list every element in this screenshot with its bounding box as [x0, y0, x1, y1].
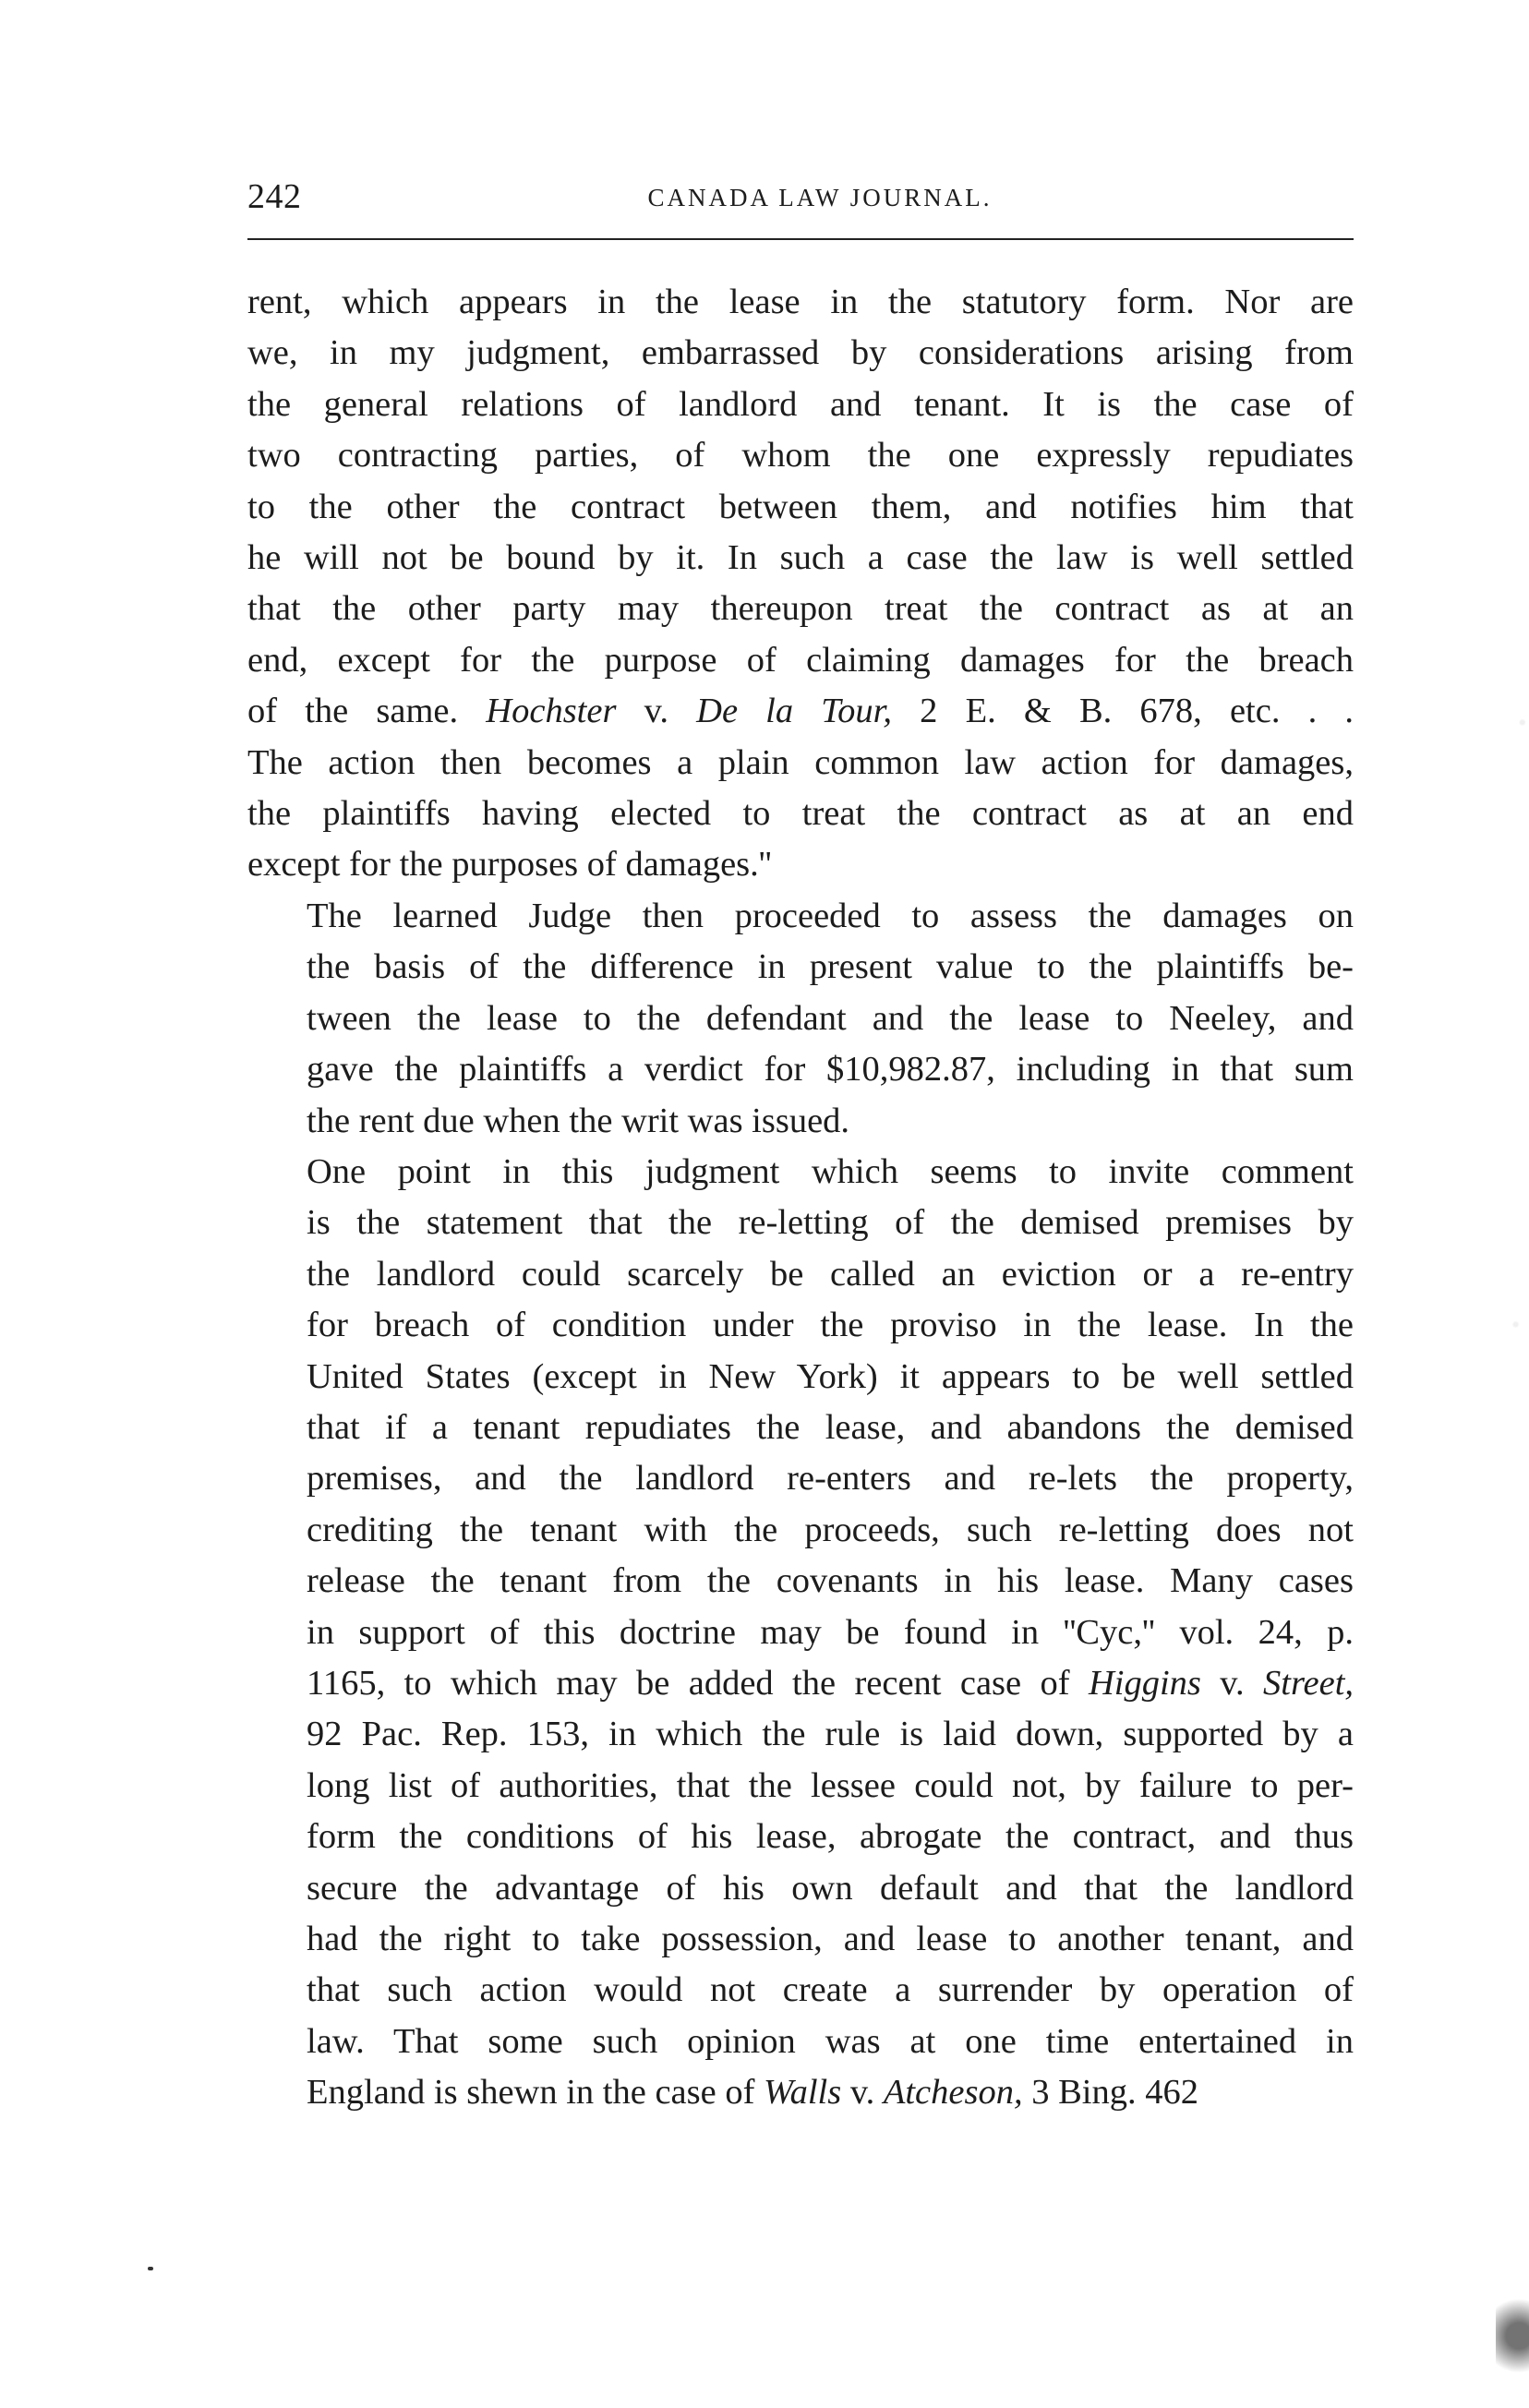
running-head: CANADA LAW JOURNAL.: [647, 184, 993, 211]
text-line: The action then becomes a plain common law action for damages,: [247, 742, 1354, 782]
text-line: secure the advantage of his own default and that the landlord: [307, 1868, 1354, 1908]
text-line: the basis of the difference in present value to the plaintiffs be-: [307, 947, 1354, 987]
text-line: England is shewn in the case of Walls v. Atcheson, 3 Bing. 462: [307, 2073, 1198, 2113]
text-line: release the tenant from the covenants in his lease. Many cases: [307, 1561, 1354, 1601]
text-line: to the other the contract between them, and notifies him that: [247, 487, 1354, 526]
body-text: [247, 277, 1354, 2119]
text-line: we, in my judgment, embarrassed by considerations arising from: [247, 333, 1354, 373]
text-line: the landlord could scarcely be called an eviction or a re-entry: [307, 1254, 1354, 1294]
text-line: the general relations of landlord and tenant. It is the case of: [247, 384, 1354, 424]
text-line: 1165, to which may be added the recent case of Higgins v. Street,: [307, 1663, 1354, 1703]
page-number: 242: [247, 177, 302, 216]
paragraph: [247, 891, 1354, 1147]
header-rule: [247, 238, 1354, 240]
text-line: tween the lease to the defendant and the lease to Neeley, and: [307, 998, 1354, 1038]
text-line: crediting the tenant with the proceeds, such re-letting does not: [307, 1510, 1354, 1549]
text-line: long list of authorities, that the lessee could not, by failure to per-: [307, 1765, 1354, 1805]
text-line: end, except for the purpose of claiming damages for the breach: [247, 640, 1354, 680]
text-line: for breach of condition under the proviso in the lease. In the: [307, 1306, 1354, 1345]
text-line: that such action would not create a surrender by operation of: [307, 1970, 1354, 2010]
text-line: United States (except in New York) it appears to be well settled: [307, 1356, 1354, 1396]
text-line: except for the purposes of damages.'': [247, 845, 772, 885]
text-line: rent, which appears in the lease in the statutory form. Nor are: [247, 283, 1354, 321]
paragraph: [247, 1147, 1354, 2119]
text-line: premises, and the landlord re-enters and re-lets the property,: [307, 1459, 1354, 1499]
text-line: form the conditions of his lease, abrogate the contract, and thus: [307, 1817, 1354, 1857]
text-line: is the statement that the re-letting of the demised premises by: [307, 1203, 1354, 1243]
text-line: in support of this doctrine may be found in ''Cyc,'' vol. 24, p.: [307, 1612, 1354, 1652]
text-line: 92 Pac. Rep. 153, in which the rule is laid down, supported by a: [307, 1715, 1354, 1754]
text-line: had the right to take possession, and lease to another tenant, and: [307, 1920, 1354, 1958]
text-line: that if a tenant repudiates the lease, and abandons the demised: [307, 1407, 1354, 1447]
text-line: two contracting parties, of whom the one expressly repudiates: [247, 436, 1354, 476]
paragraph: [247, 277, 1354, 891]
text-line: The learned Judge then proceeded to assess the damages on: [307, 896, 1354, 935]
text-line: that the other party may thereupon treat the contract as at an: [247, 589, 1354, 629]
text-line: law. That some such opinion was at one time entertained in: [307, 2021, 1354, 2061]
text-line: the plaintiffs having elected to treat the contract as at an end: [247, 794, 1354, 834]
scan-edge: [1496, 0, 1529, 2408]
text-line: One point in this judgment which seems to invite comment: [307, 1151, 1354, 1191]
text-line: the rent due when the writ was issued.: [307, 1101, 850, 1140]
page-header: [247, 174, 1355, 220]
scan-speck: [148, 2267, 153, 2270]
text-line: of the same. Hochster v. De la Tour, 2 E. & B. 678, etc. . .: [247, 692, 1354, 731]
text-line: he will not be bound by it. In such a case the law is well settled: [247, 538, 1354, 578]
text-line: gave the plaintiffs a verdict for $10,982.87, including in that sum: [307, 1050, 1354, 1090]
